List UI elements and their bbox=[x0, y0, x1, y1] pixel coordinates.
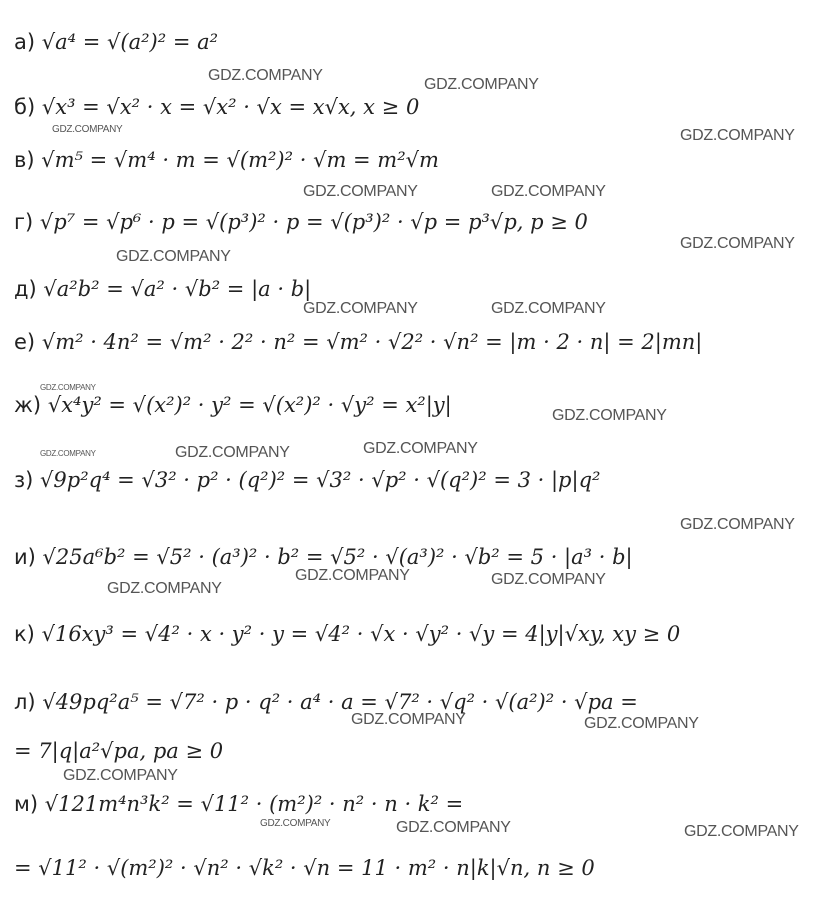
solution-line-v bbox=[14, 146, 439, 174]
watermark: GDZ.COMPANY bbox=[491, 300, 606, 317]
item-label: д) bbox=[14, 277, 37, 301]
watermark: GDZ.COMPANY bbox=[552, 407, 667, 424]
item-label: м) bbox=[14, 792, 39, 816]
item-label: ж) bbox=[14, 393, 42, 417]
solution-line-b bbox=[14, 93, 419, 121]
watermark: GDZ.COMPANY bbox=[396, 819, 511, 836]
solution-line-l-continued bbox=[14, 737, 223, 765]
watermark: GDZ.COMPANY bbox=[175, 444, 290, 461]
watermark: GDZ.COMPANY bbox=[680, 516, 795, 533]
math-expression: = √11² · √(m²)² · √n² · √k² · √n = 11 · m² · n|k|√n, n ≥ 0 bbox=[14, 856, 595, 880]
solution-line-m bbox=[14, 790, 463, 818]
math-expression: √49pq²a⁵ = √7² · p · q² · a⁴ · a = √7² · √q² · √(a²)² · √pa = bbox=[42, 690, 638, 714]
watermark: GDZ.COMPANY bbox=[491, 571, 606, 588]
watermark: GDZ.COMPANY bbox=[303, 300, 418, 317]
watermark: GDZ.COMPANY bbox=[303, 183, 418, 200]
solution-line-e bbox=[14, 328, 702, 356]
watermark: GDZ.COMPANY bbox=[351, 711, 466, 728]
solution-line-l bbox=[14, 688, 638, 716]
solution-line-m-continued bbox=[14, 854, 595, 882]
math-expression: √121m⁴n³k² = √11² · (m²)² · n² · n · k² = bbox=[44, 792, 464, 816]
math-expression: √a⁴ = √(a²)² = a² bbox=[41, 30, 219, 54]
watermark: GDZ.COMPANY bbox=[680, 127, 795, 144]
math-expression: √p⁷ = √p⁶ · p = √(p³)² · p = √(p³)² · √p = p³√p, p ≥ 0 bbox=[39, 210, 588, 234]
watermark: GDZ.COMPANY bbox=[40, 383, 96, 392]
item-label: з) bbox=[14, 468, 34, 492]
math-expression: √25a⁶b² = √5² · (a³)² · b² = √5² · √(a³)² · √b² = 5 · |a³ · b| bbox=[42, 545, 633, 569]
watermark: GDZ.COMPANY bbox=[584, 715, 699, 732]
watermark: GDZ.COMPANY bbox=[40, 449, 96, 458]
watermark: GDZ.COMPANY bbox=[260, 818, 331, 829]
watermark: GDZ.COMPANY bbox=[107, 580, 222, 597]
math-expression: √m⁵ = √m⁴ · m = √(m²)² · √m = m²√m bbox=[41, 148, 439, 172]
solution-line-zh bbox=[14, 391, 452, 419]
math-expression: √a²b² = √a² · √b² = |a · b| bbox=[43, 277, 312, 301]
item-label: б) bbox=[14, 95, 36, 119]
solution-line-d bbox=[14, 275, 311, 303]
watermark: GDZ.COMPANY bbox=[52, 124, 123, 135]
item-label: а) bbox=[14, 30, 36, 54]
solution-line-k bbox=[14, 620, 680, 648]
solution-line-g bbox=[14, 208, 588, 236]
item-label: л) bbox=[14, 690, 36, 714]
solution-line-a bbox=[14, 28, 218, 56]
watermark: GDZ.COMPANY bbox=[424, 76, 539, 93]
item-label: г) bbox=[14, 210, 34, 234]
math-expression: √x⁴y² = √(x²)² · y² = √(x²)² · √y² = x²|y| bbox=[47, 393, 452, 417]
watermark: GDZ.COMPANY bbox=[63, 767, 178, 784]
item-label: е) bbox=[14, 330, 36, 354]
watermark: GDZ.COMPANY bbox=[295, 567, 410, 584]
watermark: GDZ.COMPANY bbox=[116, 248, 231, 265]
watermark: GDZ.COMPANY bbox=[684, 823, 799, 840]
math-expression: = 7|q|a²√pa, pa ≥ 0 bbox=[14, 739, 224, 763]
item-label: в) bbox=[14, 148, 35, 172]
item-label: к) bbox=[14, 622, 35, 646]
watermark: GDZ.COMPANY bbox=[491, 183, 606, 200]
math-expression: √m² · 4n² = √m² · 2² · n² = √m² · √2² · √n² = |m · 2 · n| = 2|mn| bbox=[41, 330, 703, 354]
math-expression: √x³ = √x² · x = √x² · √x = x√x, x ≥ 0 bbox=[41, 95, 420, 119]
math-expression: √9p²q⁴ = √3² · p² · (q²)² = √3² · √p² · √(q²)² = 3 · |p|q² bbox=[40, 468, 601, 492]
solution-line-z bbox=[14, 466, 600, 494]
watermark: GDZ.COMPANY bbox=[680, 235, 795, 252]
math-expression: √16xy³ = √4² · x · y² · y = √4² · √x · √y² · √y = 4|y|√xy, xy ≥ 0 bbox=[41, 622, 681, 646]
item-label: и) bbox=[14, 545, 36, 569]
watermark: GDZ.COMPANY bbox=[208, 67, 323, 84]
watermark: GDZ.COMPANY bbox=[363, 440, 478, 457]
